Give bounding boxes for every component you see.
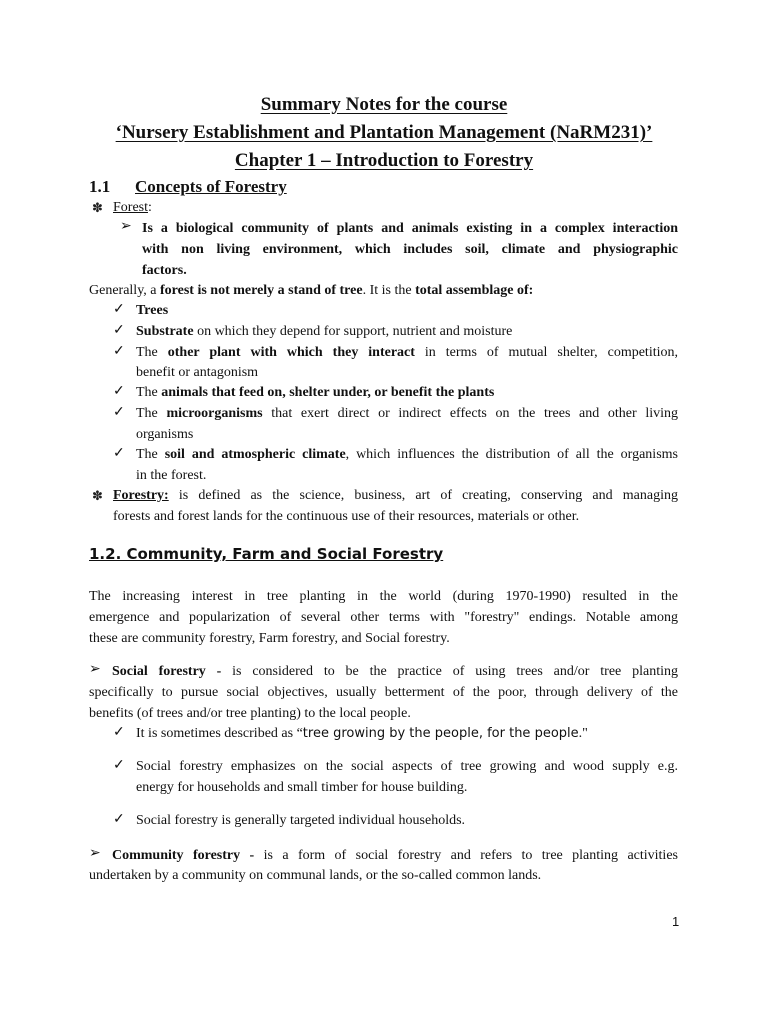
intro-line-2: emergence and popularization of several other terms with "forestry" endings. Notable among <box>89 610 678 625</box>
section-2-title: 1.2. Community, Farm and Social Forestry <box>89 545 444 563</box>
section-number: 1.1 <box>89 177 111 196</box>
social-forestry-line-2: specifically to pursue social objectives, usually betterment of the poor, through delivery of the <box>89 685 678 700</box>
arrow-bullet-icon: ➢ <box>89 846 101 861</box>
social-forestry-line-1: Social forestry - is considered to be the practice of using trees and/or tree planting <box>112 664 678 679</box>
section-title: Concepts of Forestry <box>135 177 287 196</box>
checklist-microorganisms: The microorganisms that exert direct or indirect effects on the trees and other living <box>136 406 679 421</box>
forestry-definition-line-1: Forestry: is defined as the science, business, art of creating, conserving and managing <box>113 488 678 503</box>
checklist-microorganisms-cont: organisms <box>136 427 194 442</box>
generally-line: Generally, a forest is not merely a stand of tree. It is the total assemblage of: <box>89 283 534 298</box>
checklist-trees: Trees <box>136 303 169 318</box>
social-check-emphasizes-cont: energy for households and small timber for house building. <box>136 780 468 795</box>
flower-bullet-icon: ✽ <box>92 488 103 503</box>
checklist-other-plant: The other plant with which they interact in terms of mutual shelter, competition, <box>136 345 678 360</box>
forest-definition-line-1: Is a biological community of plants and animals existing in a complex interaction <box>142 221 678 236</box>
arrow-bullet-icon: ➢ <box>120 219 132 234</box>
forest-definition-line-2: with non living environment, which includes soil, climate and physiographic <box>142 242 678 257</box>
community-forestry-line-1: Community forestry - is a form of social forestry and refers to tree planting activities <box>112 848 678 863</box>
forestry-term: Forestry: <box>113 488 169 503</box>
check-icon: ✓ <box>113 812 125 827</box>
intro-line-3: these are community forestry, Farm forestry, and Social forestry. <box>89 631 450 646</box>
social-check-emphasizes: Social forestry emphasizes on the social aspects of tree growing and wood supply e.g. <box>136 759 678 774</box>
check-icon: ✓ <box>113 405 125 420</box>
social-check-described: It is sometimes described as “tree growing by the people, for the people." <box>136 726 588 741</box>
flower-bullet-icon: ✽ <box>92 200 103 215</box>
checklist-animals: The animals that feed on, shelter under, or benefit the plants <box>136 385 495 400</box>
intro-line-1: The increasing interest in tree planting in the world (during 1970-1990) resulted in the <box>89 589 678 604</box>
forest-definition-line-3: factors. <box>142 263 187 278</box>
forestry-definition-line-2: forests and forest lands for the continuous use of their resources, materials or other. <box>113 509 580 524</box>
checklist-soil-climate: The soil and atmospheric climate, which influences the distribution of all the organisms <box>136 447 678 462</box>
social-check-targeted: Social forestry is generally targeted individual households. <box>136 813 466 828</box>
check-icon: ✓ <box>113 725 125 740</box>
check-icon: ✓ <box>113 302 125 317</box>
forest-term-line: Forest: <box>113 200 152 215</box>
community-forestry-line-2: undertaken by a community on communal lands, or the so-called common lands. <box>89 868 542 883</box>
checklist-other-plant-cont: benefit or antagonism <box>136 365 259 380</box>
check-icon: ✓ <box>113 384 125 399</box>
quote-text: tree growing by the people, for the people <box>302 726 579 741</box>
check-icon: ✓ <box>113 323 125 338</box>
chapter-title: Chapter 1 – Introduction to Forestry <box>234 150 534 171</box>
social-forestry-term: Social forestry - <box>112 664 222 679</box>
community-forestry-term: Community forestry - <box>112 848 255 863</box>
check-icon: ✓ <box>113 344 125 359</box>
course-name: ‘Nursery Establishment and Plantation Management (NaRM231)’ <box>115 122 653 143</box>
checklist-soil-climate-cont: in the forest. <box>136 468 207 483</box>
forest-term: Forest <box>113 200 148 215</box>
check-icon: ✓ <box>113 758 125 773</box>
arrow-bullet-icon: ➢ <box>89 662 101 677</box>
course-title: Summary Notes for the course <box>260 94 508 115</box>
social-forestry-line-3: benefits (of trees and/or tree planting) to the local people. <box>89 706 411 721</box>
checklist-substrate: Substrate on which they depend for support, nutrient and moisture <box>136 324 513 339</box>
page-number: 1 <box>672 914 680 929</box>
check-icon: ✓ <box>113 446 125 461</box>
